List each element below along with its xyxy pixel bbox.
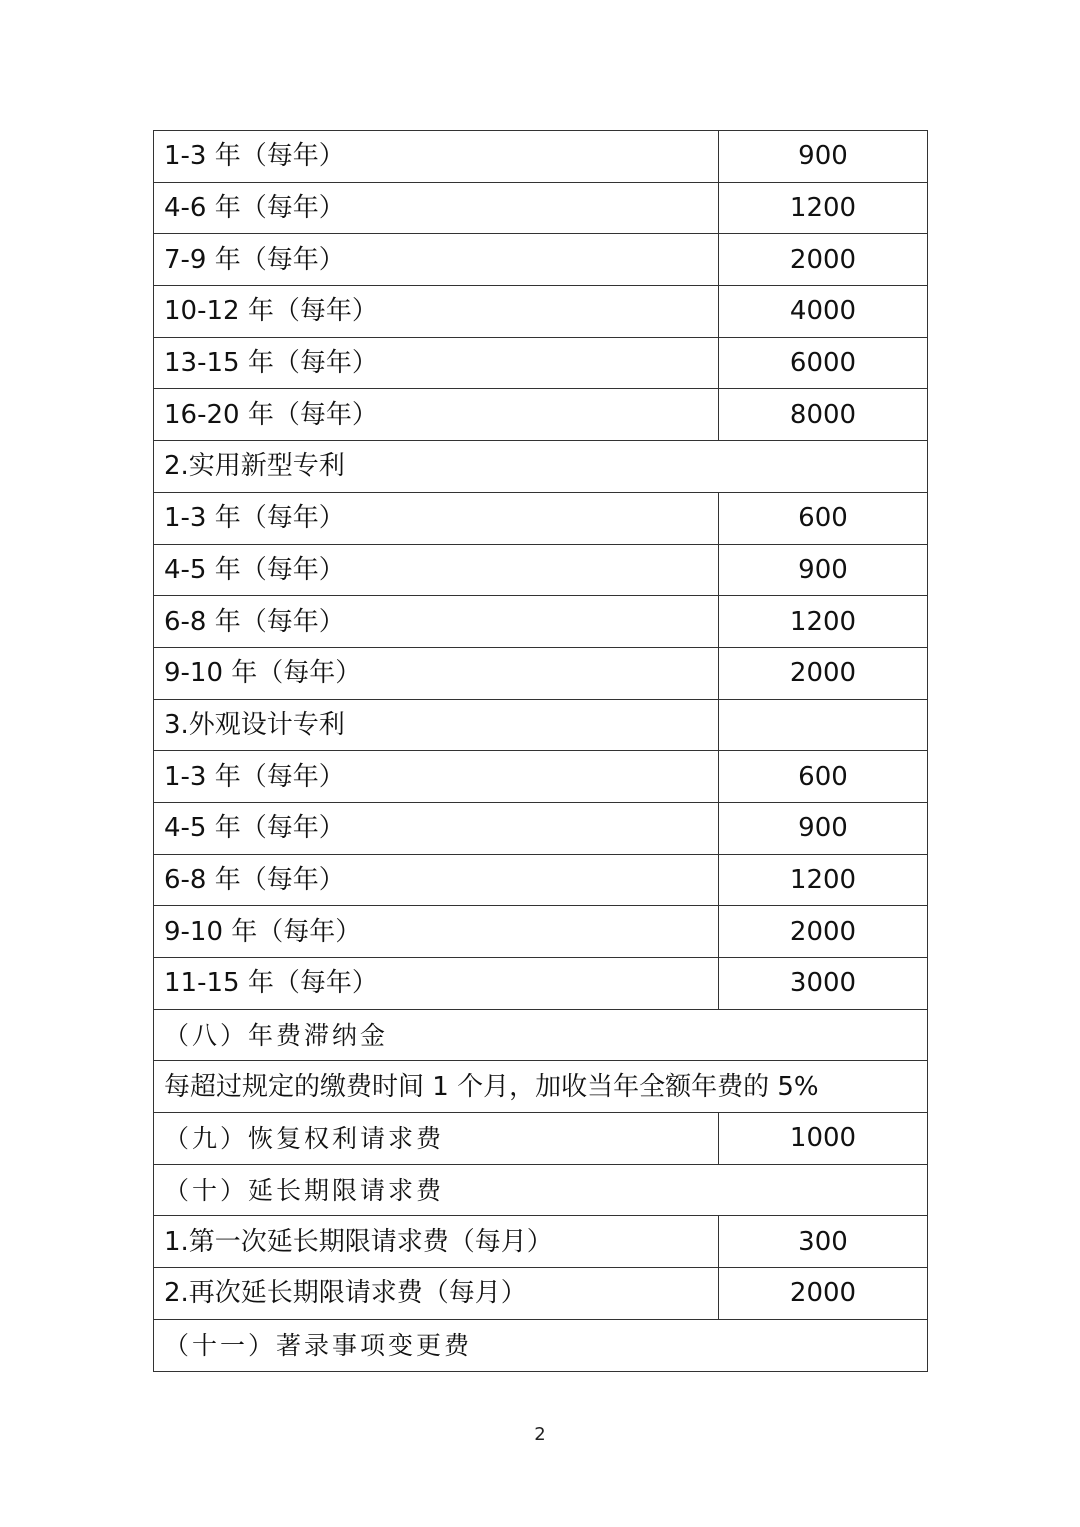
fee-table-body (154, 131, 928, 1372)
fee-item-label: 每超过规定的缴费时间 1 个月，加收当年全额年费的 5% (154, 1061, 928, 1113)
table-row (154, 337, 928, 389)
fee-item-label: 1-3 年（每年） (154, 131, 719, 183)
table-row (154, 234, 928, 286)
fee-item-label: 1.第一次延长期限请求费（每月） (154, 1216, 719, 1268)
table-row (154, 906, 928, 958)
table-row (154, 1113, 928, 1165)
table-row (154, 958, 928, 1010)
fee-item-label: 10-12 年（每年） (154, 286, 719, 338)
table-row (154, 596, 928, 648)
section-heading-cell: （十）延长期限请求费 (154, 1164, 928, 1216)
fee-amount: 1200 (719, 854, 928, 906)
fee-item-label: 6-8 年（每年） (154, 596, 719, 648)
fee-amount: 2000 (719, 906, 928, 958)
fee-item-label: 2.实用新型专利 (154, 441, 928, 493)
page-number: 2 (534, 1424, 546, 1445)
fee-item-label: 1-3 年（每年） (154, 751, 719, 803)
table-row (154, 182, 928, 234)
table-row (154, 441, 928, 493)
fee-table (153, 130, 928, 1372)
fee-item-label: 7-9 年（每年） (154, 234, 719, 286)
fee-amount: 2000 (719, 234, 928, 286)
table-row (154, 131, 928, 183)
table-row (154, 1164, 928, 1216)
fee-amount (719, 699, 928, 751)
table-row (154, 751, 928, 803)
fee-item-label: 9-10 年（每年） (154, 906, 719, 958)
table-row (154, 1216, 928, 1268)
fee-amount: 300 (719, 1216, 928, 1268)
fee-amount: 900 (719, 802, 928, 854)
fee-item-label: 4-6 年（每年） (154, 182, 719, 234)
fee-item-label: 11-15 年（每年） (154, 958, 719, 1010)
table-row (154, 1319, 928, 1371)
table-row (154, 389, 928, 441)
fee-item-label: 16-20 年（每年） (154, 389, 719, 441)
table-row (154, 286, 928, 338)
table-row (154, 1268, 928, 1320)
fee-amount: 2000 (719, 647, 928, 699)
fee-amount: 1200 (719, 596, 928, 648)
fee-item-label: 13-15 年（每年） (154, 337, 719, 389)
fee-item-label: 9-10 年（每年） (154, 647, 719, 699)
table-row (154, 647, 928, 699)
fee-item-label: 4-5 年（每年） (154, 802, 719, 854)
fee-amount: 3000 (719, 958, 928, 1010)
table-row (154, 699, 928, 751)
section-heading-cell: （十一）著录事项变更费 (154, 1319, 928, 1371)
table-row (154, 492, 928, 544)
fee-amount: 600 (719, 751, 928, 803)
table-row (154, 854, 928, 906)
fee-amount: 1000 (719, 1113, 928, 1165)
section-heading-cell: （九）恢复权利请求费 (154, 1113, 719, 1165)
table-row (154, 1009, 928, 1061)
fee-item-label: 6-8 年（每年） (154, 854, 719, 906)
fee-item-label: 3.外观设计专利 (154, 699, 719, 751)
fee-amount: 6000 (719, 337, 928, 389)
section-heading-cell: （八）年费滞纳金 (154, 1009, 928, 1061)
fee-amount: 2000 (719, 1268, 928, 1320)
fee-amount: 1200 (719, 182, 928, 234)
table-row (154, 1061, 928, 1113)
fee-item-label: 2.再次延长期限请求费（每月） (154, 1268, 719, 1320)
fee-amount: 600 (719, 492, 928, 544)
fee-amount: 900 (719, 131, 928, 183)
table-row (154, 802, 928, 854)
fee-amount: 4000 (719, 286, 928, 338)
fee-item-label: 4-5 年（每年） (154, 544, 719, 596)
fee-amount: 8000 (719, 389, 928, 441)
fee-item-label: 1-3 年（每年） (154, 492, 719, 544)
table-row (154, 544, 928, 596)
fee-amount: 900 (719, 544, 928, 596)
